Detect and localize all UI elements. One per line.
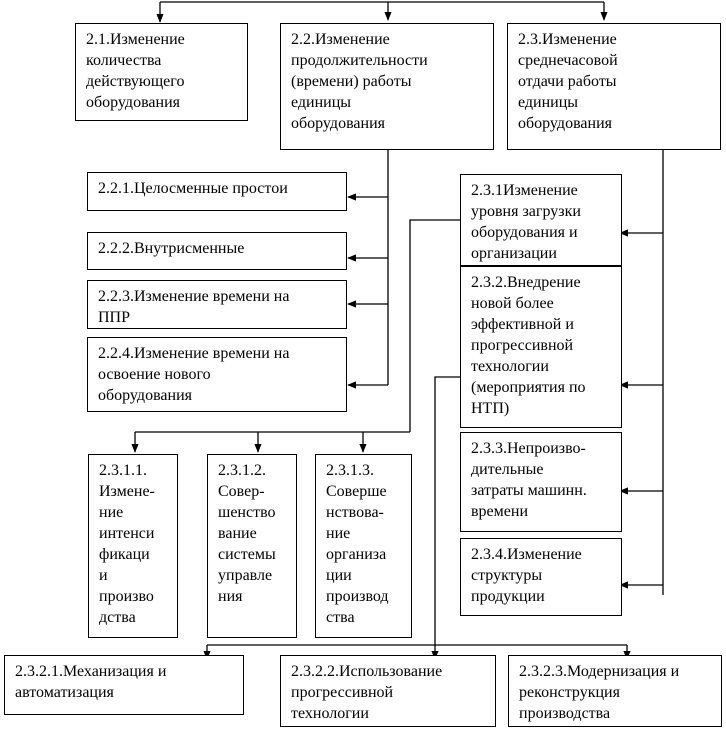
node-2-3-1-1: 2.3.1.1. Измене- ние интенси фикаци и произво дства: [88, 454, 178, 638]
node-2-3-1-3: 2.3.1.3. Соверше нствова- ние организа ции производ ства: [315, 454, 412, 638]
node-2-2-1: 2.2.1.Целосменные простои: [87, 172, 347, 211]
node-2-3-2-2: 2.3.2.2.Использование прогрессивной технологии: [280, 655, 496, 727]
node-2-3-3: 2.3.3.Непроизво- дительные затраты машинн. времени: [460, 432, 622, 532]
node-2-3-4: 2.3.4.Изменение структуры продукции: [460, 538, 622, 616]
node-2-1: 2.1.Изменение количества действующего оборудования: [75, 23, 248, 121]
node-2-2-4: 2.2.4.Изменение времени на освоение нового оборудования: [87, 337, 347, 412]
node-2-3-1-2: 2.3.1.2. Совер- шенство вание системы управле ния: [207, 454, 297, 638]
node-2-3-2-1: 2.3.2.1.Механизация и автоматизация: [4, 655, 244, 715]
node-2-2: 2.2.Изменение продолжительности (времени) работы единицы оборудования: [280, 23, 494, 150]
node-2-3-1: 2.3.1Изменение уровня загрузки оборудования и организации: [460, 174, 622, 266]
node-2-3: 2.3.Изменение среднечасовой отдачи работы единицы оборудования: [507, 23, 721, 150]
node-2-3-2: 2.3.2.Внедрение новой более эффективной и прогрессивной технологии (мероприятия по НТП): [460, 266, 622, 428]
node-2-3-2-3: 2.3.2.3.Модернизация и реконструкция производства: [508, 655, 722, 727]
connector-2-3-2: [435, 377, 460, 645]
node-2-2-2: 2.2.2.Внутрисменные: [87, 232, 347, 270]
node-2-2-3: 2.2.3.Изменение времени на ППР: [87, 280, 347, 329]
